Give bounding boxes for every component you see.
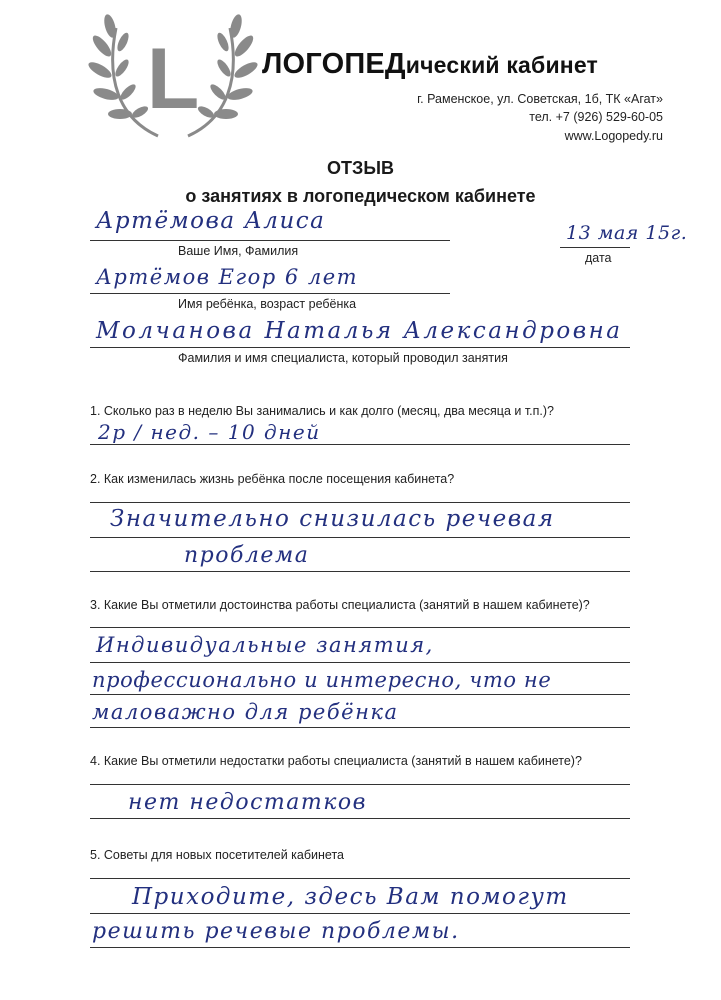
question-3: 3. Какие Вы отметили достоинства работы специалиста (занятий в нашем кабинете)?	[90, 598, 590, 612]
answer-5-line-1: Приходите, здесь Вам помогут	[132, 884, 569, 910]
form-subtitle: о занятиях в логопедическом кабинете	[185, 186, 536, 206]
brand-rest: ический кабинет	[405, 52, 599, 78]
laurel-logo	[88, 8, 258, 143]
child-caption: Имя ребёнка, возраст ребёнка	[178, 297, 357, 311]
answer-line	[90, 913, 630, 914]
answer-line	[90, 571, 630, 572]
logo-letter: L	[146, 31, 200, 127]
name-line	[90, 240, 450, 241]
answer-line	[90, 627, 630, 628]
answer-2-line-2: проблема	[184, 543, 310, 568]
answer-4-line-1: нет недостатков	[128, 790, 367, 815]
form-title: ОТЗЫВ	[327, 158, 394, 178]
specialist-line	[90, 347, 630, 348]
specialist-caption: Фамилия и имя специалиста, который проводил занятия	[178, 351, 508, 365]
answer-3-line-1: Индивидуальные занятия,	[96, 633, 434, 657]
question-4: 4. Какие Вы отметили недостатки работы специалиста (занятий в нашем кабинете)?	[90, 754, 582, 768]
answer-5-line-2: решить речевые проблемы.	[92, 919, 460, 944]
phone: тел. +7 (926) 529-60-05	[529, 110, 663, 124]
answer-3-line-3: маловажно для ребёнка	[92, 700, 399, 724]
answer-2-line-1: Значительно снизилась речевая	[110, 506, 555, 532]
brand-name	[262, 48, 598, 81]
answer-3-line-2: профессионально и интересно, что не	[92, 668, 552, 692]
child-line	[90, 293, 450, 294]
answer-line	[90, 537, 630, 538]
name-caption: Ваше Имя, Фамилия	[178, 244, 299, 258]
specialist-handwritten: Молчанова Наталья Александровна	[96, 318, 623, 344]
answer-line	[90, 444, 630, 445]
website: www.Logopedy.ru	[564, 129, 663, 143]
child-handwritten: Артёмов Егор 6 лет	[96, 265, 359, 289]
answer-line	[90, 662, 630, 663]
date-line	[560, 247, 630, 248]
date-caption: дата	[585, 251, 612, 265]
answer-line	[90, 947, 630, 948]
name-handwritten: Артёмова Алиса	[96, 208, 326, 234]
answer-1-line-1: 2р / нед. – 10 дней	[98, 420, 321, 444]
answer-line	[90, 818, 630, 819]
question-2: 2. Как изменилась жизнь ребёнка после посещения кабинета?	[90, 472, 455, 486]
answer-line	[90, 502, 630, 503]
answer-line	[90, 694, 630, 695]
question-5: 5. Советы для новых посетителей кабинета	[90, 848, 344, 862]
question-1: 1. Сколько раз в неделю Вы занимались и как долго (месяц, два месяца и т.п.)?	[90, 404, 554, 418]
brand-bold: ЛОГОПЕД	[262, 48, 406, 80]
address: г. Раменское, ул. Советская, 1б, ТК «Агат»	[417, 92, 663, 106]
date-handwritten: 13 мая 15г.	[566, 222, 688, 244]
answer-line	[90, 727, 630, 728]
answer-line	[90, 784, 630, 785]
answer-line	[90, 878, 630, 879]
